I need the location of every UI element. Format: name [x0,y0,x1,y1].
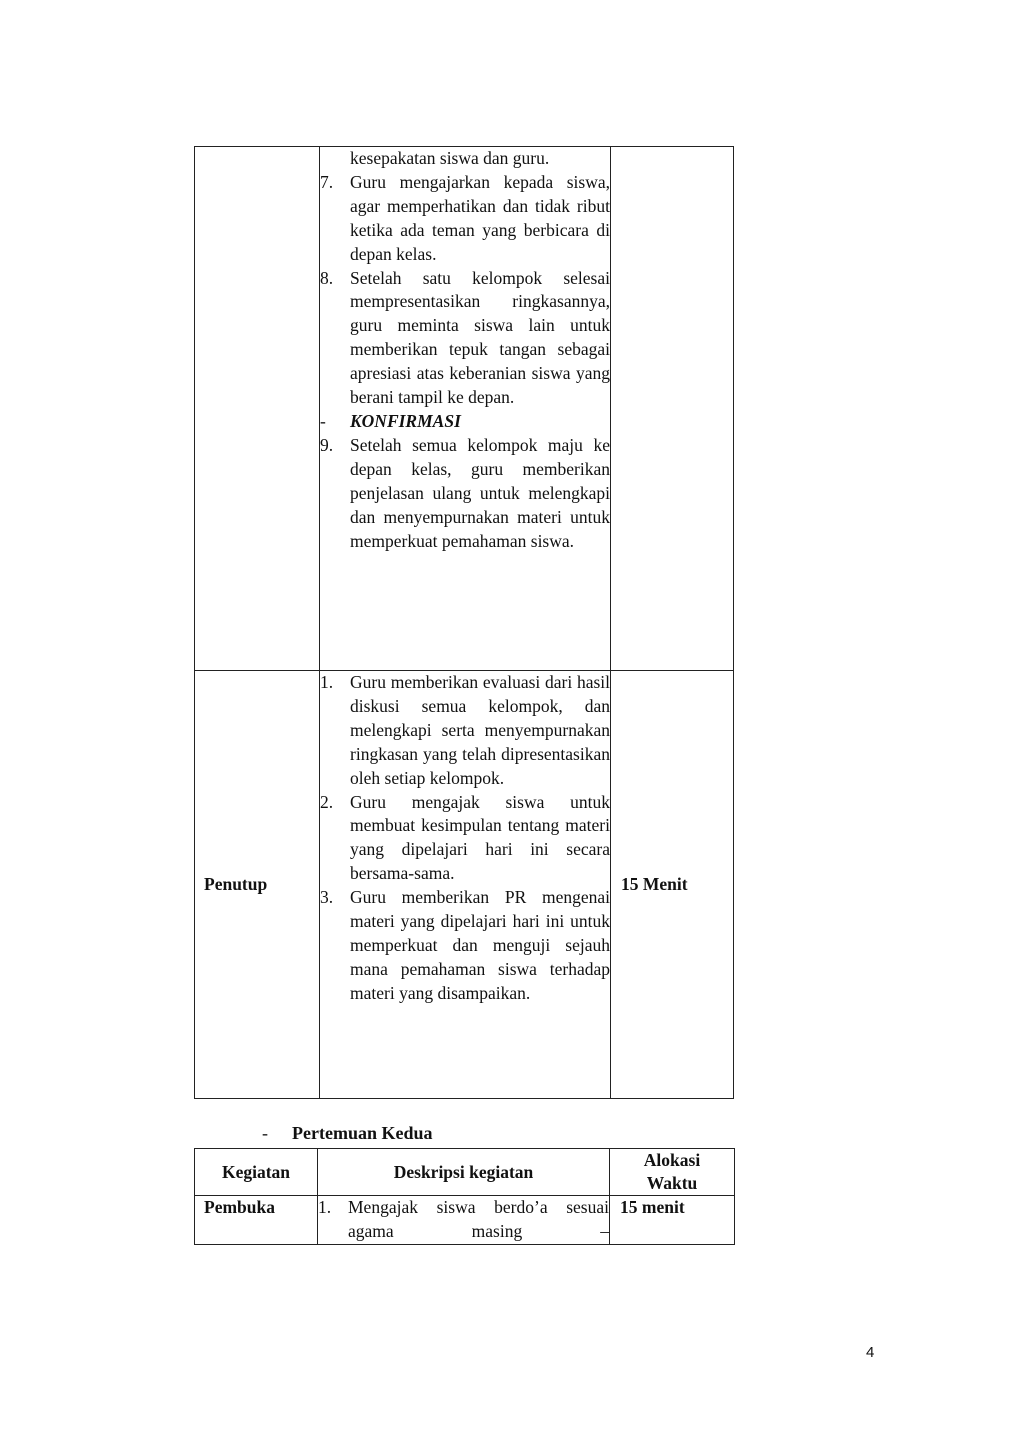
section-title: Pertemuan Kedua [292,1123,433,1143]
list-item [320,671,610,791]
list-item [320,267,610,410]
item-number: 1. [320,672,334,692]
continuation-text: kesepakatan siswa dan guru. [350,148,550,168]
deskripsi-cell [318,1196,610,1245]
dash-marker: - [262,1123,268,1143]
konfirmasi-label: KONFIRMASI [350,410,461,431]
list-item [320,791,610,887]
header-alokasi [610,1149,735,1196]
kegiatan-label: Pembuka [204,1197,275,1217]
list-item [320,886,610,1006]
konfirmasi-heading [320,410,610,434]
header-alokasi-line1: Alokasi [643,1150,701,1170]
activity-table-continued [194,146,734,1099]
header-alokasi-line2: Waktu [646,1173,698,1193]
section-heading [262,1123,432,1144]
item-number: 3. [320,887,334,908]
item-number: 8. [320,267,334,288]
list-item [320,434,610,554]
header-deskripsi: Deskripsi kegiatan [318,1149,610,1196]
header-kegiatan: Kegiatan [195,1149,318,1196]
list-item [320,171,610,267]
item-number: 9. [320,434,334,455]
alokasi-value: 15 Menit [621,874,688,894]
page-number: 4 [866,1344,875,1361]
kegiatan-cell [195,1196,318,1245]
deskripsi-cell [320,671,611,1099]
table-header-row [195,1149,735,1196]
item-text: Setelah semua kelompok maju ke depan kelas, guru memberikan penjelasan ulang untuk melengkapi dan menyempurnakan materi untuk memperkuat pemahaman siswa. [350,434,610,551]
kegiatan-label: Penutup [204,874,268,894]
item-number: 2. [320,791,334,812]
item-text: Setelah satu kelompok selesai mempresentasikan ringkasannya, guru meminta siswa lain untuk memberikan tepuk tangan sebagai apresiasi atas keberanian siswa yang berani tampil ke depan. [350,267,610,408]
table-row [195,1196,735,1245]
kegiatan-cell-empty [195,147,320,671]
item-text: Guru memberikan evaluasi dari hasil diskusi semua kelompok, dan melengkapi serta menyempurnakan ringkasan yang telah dipresentasikan oleh setiap kelompok. [350,672,610,788]
item-number: 1. [318,1197,332,1217]
alokasi-cell-empty [611,147,734,671]
item-text: Guru mengajak siswa untuk membuat kesimpulan tentang materi yang dipelajari hari ini secara bersama-sama. [350,791,610,884]
table-row [195,147,734,671]
list-item [320,147,610,171]
list-item [318,1196,609,1244]
alokasi-value: 15 menit [620,1197,685,1217]
item-text: Mengajak siswa berdo’a sesuai agama masing – [348,1197,609,1241]
deskripsi-cell [320,147,611,671]
item-text: Guru memberikan PR mengenai materi yang dipelajari hari ini untuk memperkuat dan menguji sejauh mana pemahaman siswa terhadap materi yang disampaikan. [350,887,610,1003]
alokasi-cell [611,671,734,1099]
item-text: Guru mengajarkan kepada siswa, agar memperhatikan dan tidak ribut ketika ada teman yang berbicara di depan kelas. [350,171,610,264]
table-row [195,671,734,1099]
dash-marker: - [320,410,326,431]
item-number: 7. [320,171,334,192]
alokasi-cell [610,1196,735,1245]
kegiatan-cell [195,671,320,1099]
activity-table-pertemuan-kedua [194,1148,735,1245]
